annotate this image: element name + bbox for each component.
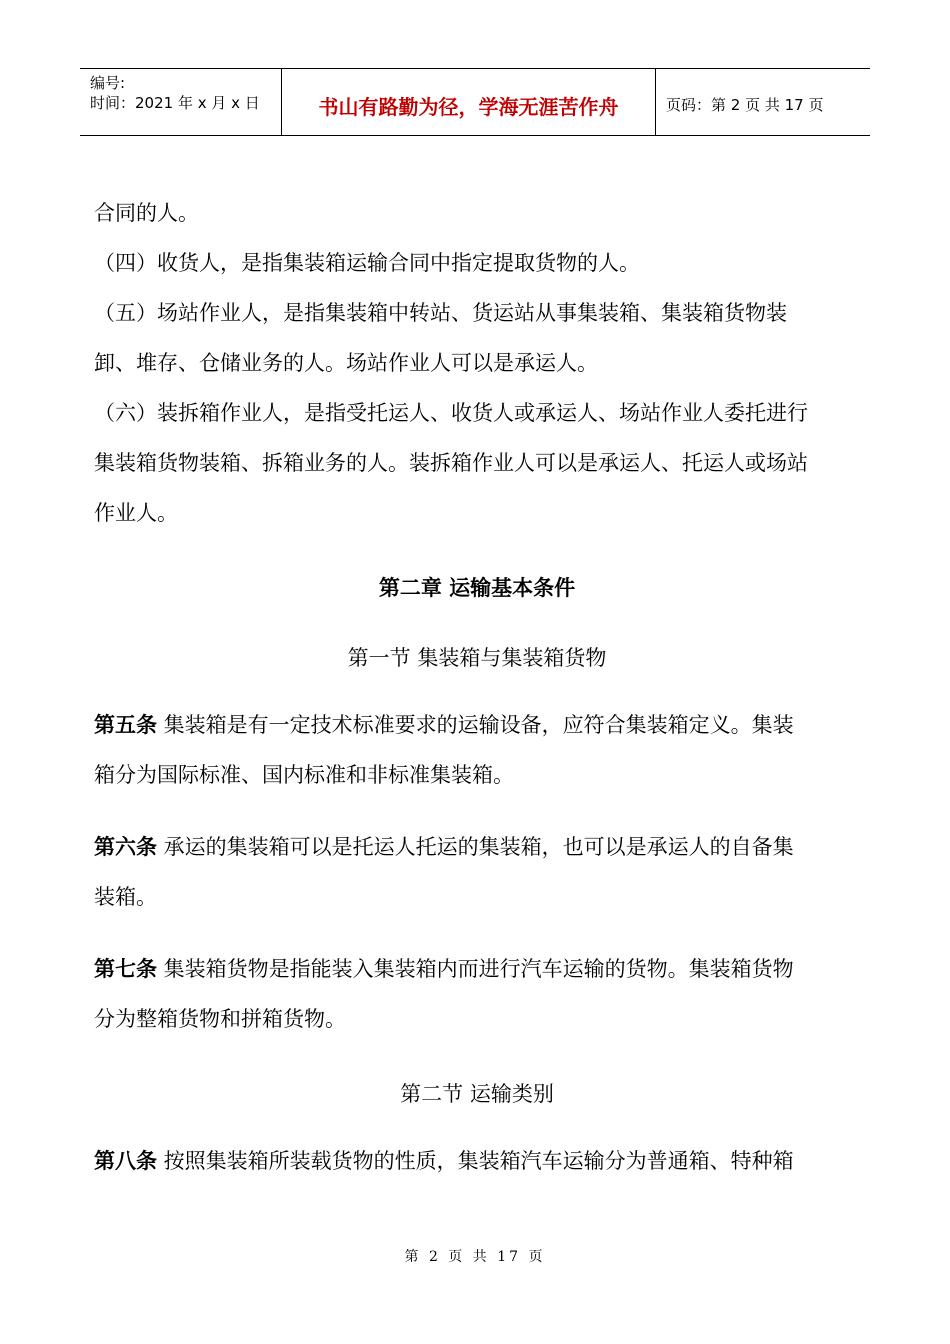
document-number: 编号: [90,74,126,92]
paragraph-continuation: 合同的人。 [94,201,199,225]
article-8-title: 第八条 [94,1149,157,1173]
chapter-title: 第二章 运输基本条件 [378,575,576,600]
article-5-text-2: 箱分为国际标准、国内标准和非标准集装箱。 [94,763,514,787]
article-7-text-1: 集装箱货物是指能装入集装箱内而进行汽车运输的货物。集装箱货物 [157,957,794,981]
item-6-line-2: 集装箱货物装箱、拆箱业务的人。装拆箱作业人可以是承运人、托运人或场站 [94,451,808,475]
header-meta [80,69,282,135]
article-8-text-1: 按照集装箱所装载货物的性质，集装箱汽车运输分为普通箱、特种箱 [157,1149,794,1173]
item-5-line-1: （五）场站作业人，是指集装箱中转站、货运站从事集装箱、集装箱货物装 [94,301,787,325]
item-6-line-3: 作业人。 [94,501,178,525]
item-4: （四）收货人，是指集装箱运输合同中指定提取货物的人。 [94,251,640,275]
article-5-title: 第五条 [94,713,157,737]
section-title-2: 第二节 运输类别 [400,1082,554,1106]
article-7 [94,944,860,1044]
section-title-1: 第一节 集装箱与集装箱货物 [347,646,607,670]
article-8 [94,1136,860,1186]
header-page-info: 页码：第 2 页 共 17 页 [666,95,824,114]
item-6-line-1: （六）装拆箱作业人，是指受托运人、收货人或承运人、场站作业人委托进行 [94,401,808,425]
article-7-text-2: 分为整箱货物和拼箱货物。 [94,1007,346,1031]
article-5-text-1: 集装箱是有一定技术标准要求的运输设备，应符合集装箱定义。集装 [157,713,794,737]
article-5 [94,700,860,800]
article-6-title: 第六条 [94,835,157,859]
article-7-title: 第七条 [94,957,157,981]
article-6 [94,822,860,922]
header-motto: 书山有路勤为径，学海无涯苦作舟 [282,69,656,135]
article-6-text-2: 装箱。 [94,885,157,909]
document-body [94,188,860,1186]
article-6-text-1: 承运的集装箱可以是托运人托运的集装箱，也可以是承运人的自备集 [157,835,794,859]
page-header [80,68,870,136]
page-footer: 第 2 页 共 17 页 [404,1249,546,1265]
document-date: 时间：2021 年 x 月 x 日 [90,94,260,112]
item-5-line-2: 卸、堆存、仓储业务的人。场站作业人可以是承运人。 [94,351,598,375]
